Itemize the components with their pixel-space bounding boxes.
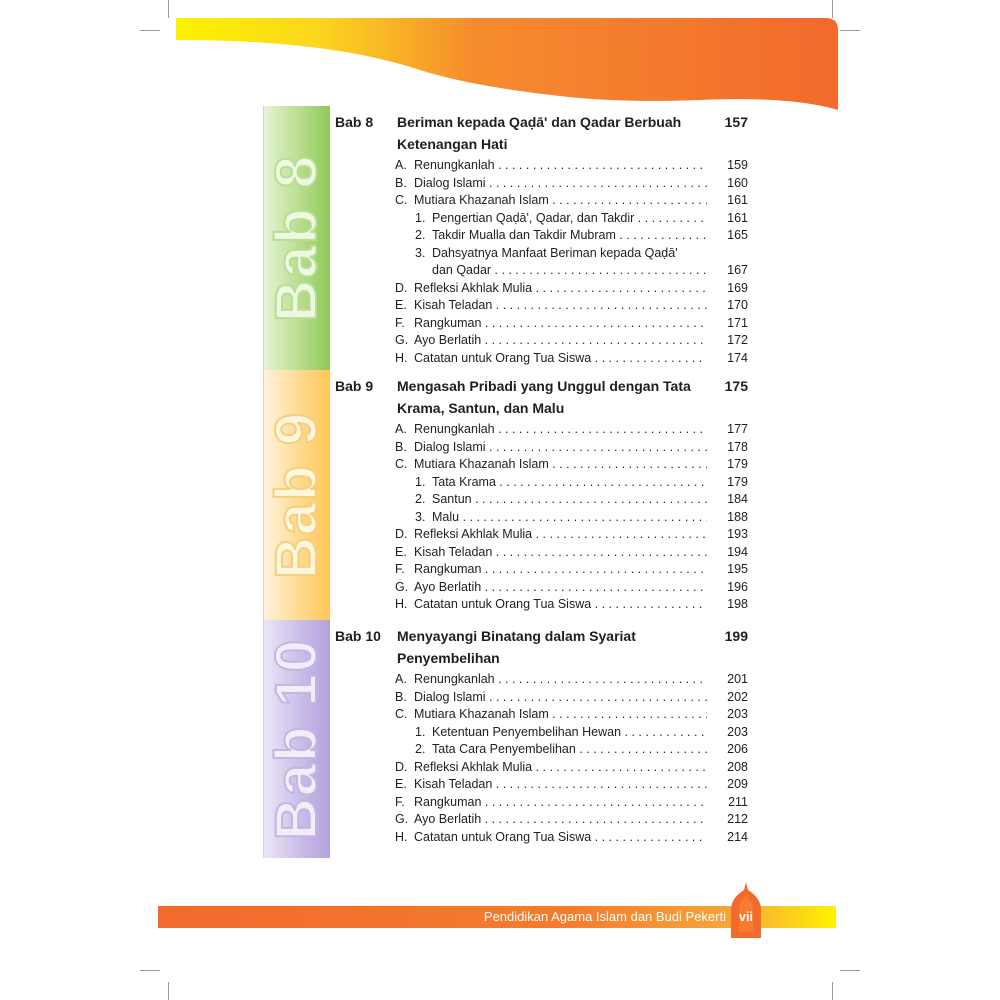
toc-entry [335,706,755,724]
toc-entry-letter: A. [395,158,407,172]
toc-entry [335,210,755,228]
toc-entry-page: 208 [727,759,748,774]
toc-entry [335,811,755,829]
toc-entry [335,315,755,333]
toc-entry-letter: E. [395,544,407,559]
toc-entry-text: Rangkuman . . . [414,315,707,333]
toc-entry-page: 203 [727,724,748,739]
toc-entry [335,579,755,597]
chapter-number: Bab 9 [335,378,374,394]
toc-entry-letter: G. [395,333,409,347]
toc-entry [335,192,755,210]
toc-entry-page: 161 [727,193,748,207]
chapter-8-section [335,111,755,367]
toc-entry-letter: E. [395,777,407,791]
chapter-8-side-tab [263,106,330,370]
chapter-title: Mengasah Pribadi yang Unggul dengan Tata Krama, Santun, dan Malu [397,378,691,416]
toc-entry-page: 211 [728,794,748,809]
toc-entry-page: 178 [727,439,748,454]
footer-book-title: Pendidikan Agama Islam dan Budi Pekerti [483,909,726,924]
toc-entry-page: 198 [727,597,748,611]
toc-entry-number: 3. [415,245,426,260]
toc-entry-text: Refleksi Akhlak Mulia . . . [414,280,707,298]
toc-entry [335,491,755,509]
toc-entry [335,759,755,777]
toc-entry-page: 202 [727,689,748,704]
toc-entry-letter: E. [395,298,407,312]
chapter-title: Beriman kepada Qaḍā' dan Qadar Berbuah Ketenangan Hati [397,114,682,152]
toc-entry-text: Tata Cara Penyembelihan . . . [432,741,707,759]
toc-entry-page: 209 [727,777,748,791]
toc-entry-text: Takdir Mualla dan Takdir Mubram . . . [432,227,707,245]
toc-entry [335,689,755,707]
toc-entry-letter: B. [395,439,407,454]
crop-mark [140,970,160,971]
toc-entry-page: 194 [727,544,748,559]
toc-entry-page: 160 [727,175,748,190]
toc-entry-text: Refleksi Akhlak Mulia . . . [414,759,707,777]
toc-entry-page: 188 [727,509,748,524]
chapter-10-section [335,625,755,846]
toc-entry-letter: F. [395,315,405,330]
toc-entry-letter: H. [395,597,408,611]
toc-entry-page: 193 [727,527,748,541]
toc-entry-letter: F. [395,562,405,576]
toc-entry-letter: H. [395,829,408,844]
chapter-8-side-label: Bab 8 [264,154,329,322]
toc-entry [335,509,755,527]
toc-entry [335,439,755,457]
toc-entry [335,474,755,492]
toc-entry-number: 1. [415,724,426,739]
toc-entry-letter: C. [395,707,408,721]
toc-entry [335,741,755,759]
toc-entry [335,227,755,245]
toc-entry-page: 172 [727,333,748,347]
toc-entry-text: Ayo Berlatih . . . [414,811,707,829]
toc-entry-page: 179 [727,457,748,471]
toc-entry-text: Tata Krama . . . [432,474,707,492]
toc-entry-text: Dialog Islami . . . [414,689,707,707]
toc-entry-page: 184 [727,492,748,506]
toc-entry-text: Mutiara Khazanah Islam . . . [414,456,707,474]
toc-entry-text: Dialog Islami . . . [414,439,707,457]
toc-entry [335,526,755,544]
chapter-page: 157 [724,114,748,130]
toc-entry-number: 1. [415,210,426,225]
chapter-title: Menyayangi Binatang dalam Syariat Penyembelihan [397,628,636,666]
chapter-heading [335,375,755,421]
toc-entry-page: 201 [727,672,748,686]
toc-entry-number: 2. [415,742,426,756]
toc-entry-page: 177 [727,422,748,436]
toc-entry [335,297,755,315]
chapter-heading [335,111,755,157]
toc-entry-text: Renungkanlah . . . [414,671,707,689]
toc-entry [335,596,755,614]
toc-entry-page: 196 [727,579,748,594]
toc-entry-page: 159 [727,158,748,172]
toc-entry-letter: D. [395,527,408,541]
chapter-heading [335,625,755,671]
toc-entry-text: Kisah Teladan . . . [414,544,707,562]
toc-entry-letter: B. [395,689,407,704]
toc-entry-text: Santun . . . [432,491,707,509]
toc-entry-letter: G. [395,579,409,594]
toc-entry-page: 206 [727,742,748,756]
toc-entry [335,829,755,847]
toc-entry-page: 214 [727,829,748,844]
toc-entry-page: 203 [727,707,748,721]
toc-entry-letter: A. [395,672,407,686]
toc-entry-text: Ayo Berlatih . . . [414,332,707,350]
toc-entry-text: Dahsyatnya Manfaat Beriman kepada Qaḍā' [432,245,707,263]
toc-entry-letter: H. [395,350,408,365]
toc-entry-number: 2. [415,228,426,242]
toc-entry-text: Catatan untuk Orang Tua Siswa . . . [414,350,707,368]
toc-entry-page: 170 [727,298,748,312]
toc-entry-text: Renungkanlah . . . [414,421,707,439]
toc-entry-letter: B. [395,175,407,190]
chapter-9-side-tab [263,370,330,620]
toc-entry-page: 169 [727,280,748,295]
toc-entry-text: Rangkuman . . . [414,794,707,812]
page-number: vii [739,910,753,924]
toc-entry-text: Pengertian Qaḍā', Qadar, dan Takdir . . . [432,210,707,228]
toc-entry [335,456,755,474]
toc-entry-text: Refleksi Akhlak Mulia . . . [414,526,707,544]
toc-entry [335,262,755,280]
toc-entry-letter: C. [395,193,408,207]
toc-entry-letter: F. [395,794,405,809]
toc-entry-text: Catatan untuk Orang Tua Siswa . . . [414,829,707,847]
chapter-page: 175 [724,378,748,394]
toc-entry [335,280,755,298]
toc-entry-text: Ayo Berlatih . . . [414,579,707,597]
toc-entry-page: 165 [727,228,748,242]
toc-entry-number: 3. [415,509,426,524]
toc-entry [335,561,755,579]
toc-entry [335,776,755,794]
chapter-8-entries [335,157,755,367]
toc-entry [335,175,755,193]
toc-entry-text: Rangkuman . . . [414,561,707,579]
toc-entry [335,724,755,742]
chapter-number: Bab 10 [335,628,381,644]
chapter-page: 199 [724,628,748,644]
toc-entry [335,245,755,263]
chapter-9-section [335,375,755,614]
toc-entry-text: Renungkanlah . . . [414,157,707,175]
toc-entry [335,157,755,175]
toc-entry-text: Ketentuan Penyembelihan Hewan . . . [432,724,707,742]
crop-mark [832,982,833,1000]
toc-entry-text: Dialog Islami . . . [414,175,707,193]
chapter-9-side-label: Bab 9 [264,411,329,579]
toc-entry-text: Kisah Teladan . . . [414,297,707,315]
toc-entry-letter: D. [395,280,408,295]
toc-entry [335,421,755,439]
toc-entry-text: Mutiara Khazanah Islam . . . [414,706,707,724]
crop-mark [840,970,860,971]
header-wave-decoration [0,0,1000,120]
toc-entry [335,794,755,812]
toc-entry-letter: C. [395,457,408,471]
toc-entry [335,332,755,350]
toc-entry-text: Mutiara Khazanah Islam . . . [414,192,707,210]
toc-entry-page: 212 [727,812,748,826]
toc-entry-text: dan Qadar . . . [432,262,707,280]
toc-entry-page: 161 [727,210,748,225]
toc-entry-page: 171 [727,315,748,330]
chapter-number: Bab 8 [335,114,374,130]
toc-entry-letter: A. [395,422,407,436]
chapter-10-entries [335,671,755,846]
toc-entry-text: Kisah Teladan . . . [414,776,707,794]
chapter-10-side-label: Bab 10 [264,637,329,841]
toc-entry-text: Catatan untuk Orang Tua Siswa . . . [414,596,707,614]
chapter-9-entries [335,421,755,614]
toc-entry [335,671,755,689]
chapter-10-side-tab [263,620,330,858]
toc-entry-number: 2. [415,492,426,506]
crop-mark [168,982,169,1000]
toc-entry-page: 174 [727,350,748,365]
toc-entry-letter: G. [395,812,409,826]
toc-entry-number: 1. [415,474,426,489]
toc-entry [335,350,755,368]
toc-entry-letter: D. [395,759,408,774]
toc-entry-page: 179 [727,474,748,489]
toc-entry-page: 167 [727,263,748,277]
toc-entry [335,544,755,562]
toc-entry-page: 195 [727,562,748,576]
toc-entry-text: Malu . . . [432,509,707,527]
